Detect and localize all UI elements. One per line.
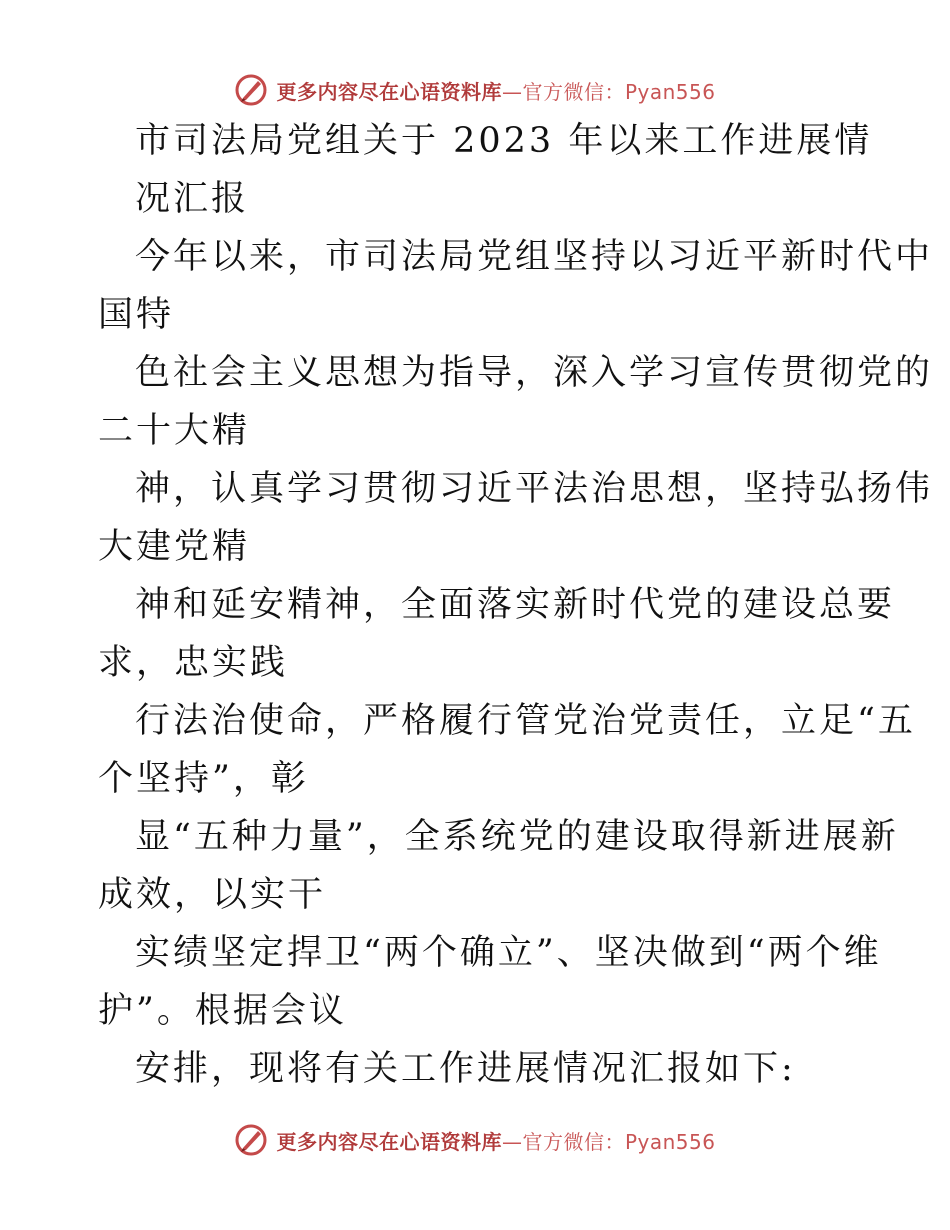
quill-seal-icon: [234, 1123, 268, 1157]
document-line: 二十大精: [98, 411, 251, 451]
quill-seal-icon: [234, 73, 268, 107]
watermark-main-text: 更多内容尽在心语资料库: [276, 79, 502, 104]
document-body: [0, 112, 950, 1098]
watermark-text: [276, 1126, 715, 1155]
document-line: 况汇报: [135, 179, 250, 219]
watermark-text: [276, 76, 715, 105]
document-line: 国特: [98, 295, 175, 335]
document-line: 行法治使命，严格履行管党治党责任，立足“五: [135, 701, 916, 741]
watermark-banner-top: [0, 70, 950, 110]
watermark-main-text: 更多内容尽在心语资料库: [276, 1129, 502, 1154]
document-line: 个坚持”，彰: [98, 759, 309, 799]
document-line: 显“五种力量”，全系统党的建设取得新进展新: [135, 817, 899, 857]
document-line: 市司法局党组关于 2023 年以来工作进展情: [135, 121, 873, 161]
watermark-banner-bottom: [0, 1120, 950, 1160]
document-line: 今年以来，市司法局党组坚持以习近平新时代中: [135, 237, 934, 277]
document-line: 神和延安精神，全面落实新时代党的建设总要: [135, 585, 896, 625]
document-line: 大建党精: [98, 527, 251, 567]
document-line: 护”。根据会议: [98, 991, 347, 1031]
document-line: 求，忠实践: [98, 643, 289, 683]
document-line: 色社会主义思想为指导，深入学习宣传贯彻党的: [135, 353, 934, 393]
document-line: 成效，以实干: [98, 875, 327, 915]
watermark-contact-text: —官方微信：Pyan556: [501, 1129, 716, 1154]
watermark-contact-text: —官方微信：Pyan556: [501, 79, 716, 104]
document-line: 神，认真学习贯彻习近平法治思想，坚持弘扬伟: [135, 469, 934, 509]
document-line: 安排，现将有关工作进展情况汇报如下:: [135, 1049, 796, 1089]
document-line: 实绩坚定捍卫“两个确立”、坚决做到“两个维: [135, 933, 882, 973]
